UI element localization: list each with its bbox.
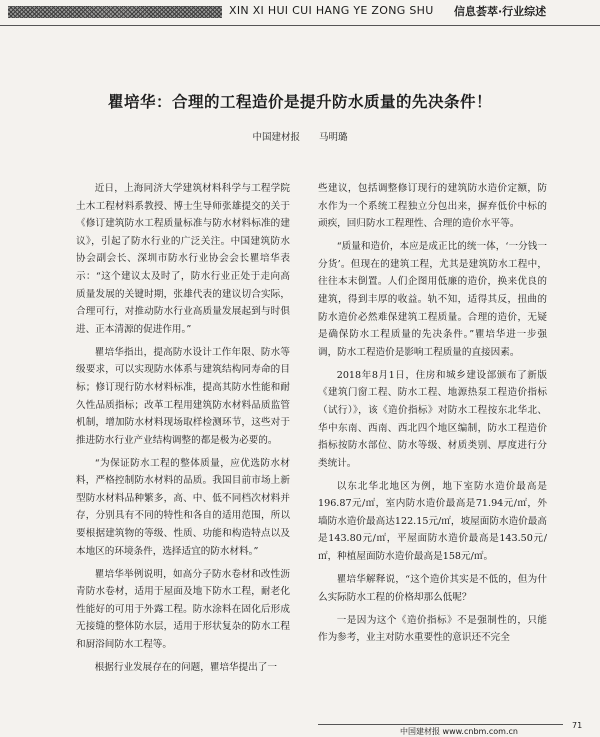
page-number: 71	[572, 721, 583, 730]
right-column	[318, 180, 547, 652]
paragraph: 一是因为这个《造价指标》不是强制性的，只能作为参考，业主对防水重要性的意识还不完全	[318, 614, 547, 644]
header-rule	[0, 25, 600, 26]
byline-source: 中国建材报	[252, 132, 300, 143]
paragraph: 些建议，包括调整修订现行的建筑防水造价定额，防水作为一个系统工程独立分包出来，摒弃低价中标的顽疾，回归防水工程理性、合理的造价水平等。	[318, 183, 547, 230]
paragraph: 以东北华北地区为例，地下室防水造价最高是196.87元/㎡，室内防水造价最高是71.94元/㎡，外墙防水造价最高达122.15元/㎡，坡屋面防水造价最高是143.80元/㎡，平屋面防水造价最高是143.50元/㎡，种植屋面防水造价最高是158元/㎡。	[318, 480, 547, 563]
paragraph: 瞿培华举例说明，如高分子防水卷材和改性沥青防水卷材，适用于屋面及地下防水工程，耐老化性能好的可用于外露工程。防水涂料在固化后形成无接缝的整体防水层，适用于形状复杂的防水工程和厨浴间防水工程等。	[76, 568, 290, 651]
article-title: 瞿培华：合理的工程造价是提升防水质量的先决条件！	[107, 92, 492, 111]
paragraph: “为保证防水工程的整体质量，应优选防水材料，严格控制防水材料的品质。我国目前市场上新型防水材料品种繁多，高、中、低不同档次材料并存，分别具有不同的特性和各自的适用范围，所以要根据建筑物的等级、性质、功能和构造特点以及本地区的环境条件，选择适宜的防水材料。”	[76, 457, 290, 557]
paragraph: 2018年8月1日，住房和城乡建设部颁布了新版《建筑门窗工程、防水工程、地源热泵工程造价指标（试行）》，该《造价指标》对防水工程按东北华北、华中东南、西南、西北四个地区编制，防水工程造价指标按防水部位、防水等级、材质类别、厚度进行分类统计。	[318, 369, 547, 469]
paragraph: 近日，上海同济大学建筑材料科学与工程学院土木工程材料系教授、博士生导师张雄提交的关于《修订建筑防水工程质量标准与防水材料标准的建议》，引起了防水行业的广泛关注。中国建筑防水协会副会长、深圳市防水行业协会会长瞿培华表示：“这个建议太及时了，防水行业正处于走向高质量发展的关键时期，张雄代表的建议切合实际，合理可行，对推动防水行业高质量发展起到与时俱进、正本清源的促进作用。”	[76, 183, 290, 335]
paragraph: 瞿培华指出，提高防水设计工作年限、防水等级要求，可以实现防水体系与建筑结构同寿命的目标；修订现行防水材料标准，提高其防水性能和耐久性品质指标；改革工程用建筑防水材料品质监管机制，增加防水材料现场取样检测环节，这些对于推进防水行业产业结构调整的都是极为必要的。	[76, 346, 290, 446]
section-title: 信息荟萃·行业综述	[454, 5, 547, 18]
left-column	[76, 180, 290, 682]
header-pinyin: XIN XI HUI CUI HANG YE ZONG SHU	[229, 4, 434, 17]
byline-author: 马明璐	[319, 132, 348, 143]
byline	[0, 129, 600, 143]
footer-text: 中国建材报 www.cnbm.com.cn	[400, 727, 518, 736]
header-band	[0, 0, 600, 26]
paragraph: 瞿培华解释说，“这个造价其实是不低的，但为什么实际防水工程的价格却那么低呢？	[318, 574, 547, 603]
paragraph: 根据行业发展存在的问题，瞿培华提出了一	[94, 662, 277, 673]
footer-rule	[318, 724, 563, 725]
paragraph: “质量和造价，本应是成正比的统一体，‘一分钱一分货’。但现在的建筑工程，尤其是建筑防水工程中，往往本末倒置。人们企图用低廉的造价，换来优良的建筑，得到丰厚的收益。轨不知，适得其反，扭曲的防水造价必然难保建筑工程质量。合理的造价，无疑是确保防水工程质量的先决条件。”瞿培华进一步强调，防水工程造价是影响工程质量的直接因素。	[318, 241, 547, 358]
header-dither-bar	[8, 6, 222, 18]
